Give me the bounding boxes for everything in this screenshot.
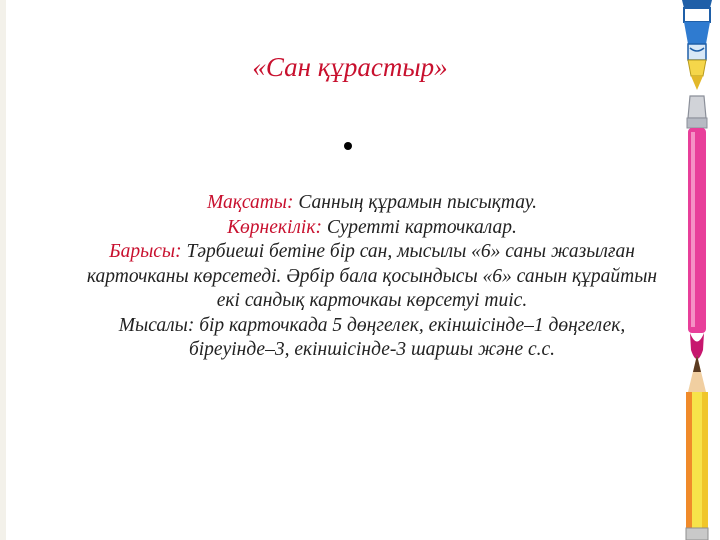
process-line bbox=[74, 240, 670, 314]
slide-body bbox=[74, 191, 670, 363]
paintbrush-icon bbox=[687, 96, 707, 359]
visuals-line bbox=[74, 216, 670, 241]
goal-text: Санның құрамын пысықтау. bbox=[293, 192, 538, 213]
visuals-label: Көрнекілік: bbox=[227, 216, 322, 238]
example-line: Мысалы: бір карточкада 5 дөңгелек, екіншісінде–1 дөңгелек, біреуінде–3, екіншісінде-3 шаршы және с.с. bbox=[118, 314, 626, 360]
slide-title: «Сан құрастыр» bbox=[252, 52, 448, 82]
fountain-pen-icon bbox=[682, 0, 712, 90]
stationery-decoration bbox=[640, 0, 720, 540]
process-label: Барысы: bbox=[109, 241, 182, 262]
pencil-icon bbox=[686, 355, 708, 540]
bullet-dot bbox=[344, 142, 352, 150]
goal-line bbox=[74, 191, 670, 216]
visuals-text: Суретті карточкалар. bbox=[321, 216, 517, 238]
goal-label: Мақсаты: bbox=[206, 192, 294, 213]
process-text: Тәрбиеші бетіне бір сан, мысылы «6» саны жазылған карточканы көрсетеді. Әрбір бала қосындысы «6» санын құрайтын екі сандық карточкаы көрсетуі тиіс. bbox=[86, 241, 658, 311]
